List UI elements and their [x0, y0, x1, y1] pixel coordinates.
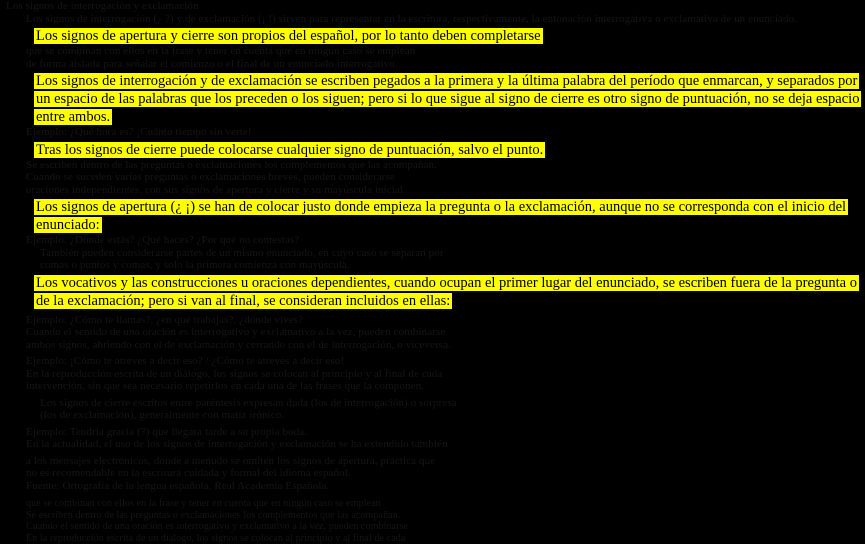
dim-line-25: Cuando el sentido de una oración es interrogativo y exclamativo a la vez, pueden combinarse	[0, 521, 865, 533]
dim-line-6: oraciones independientes, con sus signos de apertura y cierre y su mayúscula inicial.	[0, 184, 865, 197]
dim-line-7: Ejemplo: ¿Dónde estás? ¿Qué haces? ¿Por qué no contestas?	[0, 234, 865, 247]
dim-line-5: Cuando se suceden varias preguntas o exclamaciones breves, pueden considerarse	[0, 171, 865, 184]
highlighted-paragraph-5	[0, 274, 865, 310]
dim-line-4: Se escriben dentro de las preguntas o exclamaciones los complementos que las acompañan.	[0, 159, 865, 172]
dim-line-12: ambos signos, abriendo con el de exclamación y cerrando con el de interrogación, o viceversa.	[0, 339, 865, 352]
highlight-text-3: Tras los signos de cierre puede colocarse cualquier signo de puntuación, salvo el punto.	[34, 142, 545, 158]
dim-line-18: Ejemplo: Tendría gracia (?) que llegara tarde a su propia boda.	[0, 426, 865, 439]
dim-line-23: que se combinan con ellos en la frase y tener en cuenta que en ningún caso se emplean	[0, 498, 865, 510]
dim-line-1: que se combinan con ellos en la frase y tener en cuenta que en ningún caso se emplean	[0, 45, 865, 58]
dim-line-22: Fuente: Ortografía de la lengua española, Real Academia Española.	[0, 480, 865, 493]
highlight-text-1: Los signos de apertura y cierre son propios del español, por lo tanto deben completarse	[34, 28, 543, 44]
dim-line-14: En la reproducción escrita de un diálogo, los signos se colocan al principio y al final de cada	[0, 368, 865, 381]
highlight-text-5: Los vocativos y las construcciones u oraciones dependientes, cuando ocupan el primer lugar del enunciado, se escriben fuera de la pregunta o de la exclamación; pero si van al final, se consideran incluidos en ellas:	[34, 275, 859, 309]
dim-line-26: En la reproducción escrita de un diálogo, los signos se colocan al principio y al final de cada	[0, 533, 865, 544]
dim-line-8: También pueden considerarse partes de un mismo enunciado, en cuyo caso se separan por	[0, 247, 865, 260]
highlighted-paragraph-1	[0, 27, 865, 45]
dim-line-9: comas o puntos y comas, y solo la primera comienza con mayúscula.	[0, 259, 865, 272]
highlight-text-2: Los signos de interrogación y de exclamación se escriben pegados a la primera y la última palabra del período que enmarcan, y separados por un espacio de las palabras que los preceden o los siguen; pero si lo que sigue al signo de cierre es otro signo de puntuación, no se deja espacio entre ambos.	[34, 73, 861, 125]
dim-line-15: intervención, sin que sea necesario repetirlos en cada una de las frases que la componen.	[0, 380, 865, 393]
dim-line-21: no es recomendable en la escritura cuidada y formal del idioma español.	[0, 467, 865, 480]
document-title-line: Los signos de interrogación y exclamación	[0, 0, 865, 13]
dim-line-2: de forma aislada para señalar el comienzo o el final de un enunciado interrogativo.	[0, 58, 865, 71]
highlighted-paragraph-4	[0, 198, 865, 234]
highlighted-paragraph-2	[0, 72, 865, 126]
dim-line-19: En la actualidad, el uso de los signos de interrogación y exclamación se ha extendido también	[0, 438, 865, 451]
highlighted-paragraph-3	[0, 141, 865, 159]
dim-line-16: Los signos de cierre escritos entre paréntesis expresan duda (los de interrogación) o sorpresa	[0, 397, 865, 410]
dim-line-11: Cuando el sentido de una oración es interrogativo y exclamativo a la vez, pueden combinarse	[0, 326, 865, 339]
document-intro-line: Los signos de interrogación (¿ ?) y de exclamación (¡ !) sirven para representar en la escritura, respectivamente, la entonación interrogativa o exclamativa de un enunciado.	[0, 13, 865, 26]
dim-line-17: (los de exclamación), generalmente con matiz irónico.	[0, 409, 865, 422]
dim-line-10: Ejemplo: ¿Cómo te llamas?, ¿en qué trabajas?, ¿dónde vives?	[0, 314, 865, 327]
dim-line-13: Ejemplo: ¡Cómo te atreves a decir eso? / ¿Cómo te atreves a decir eso!	[0, 355, 865, 368]
dim-line-20: a los mensajes electrónicos, donde a menudo se omiten los signos de apertura, práctica que	[0, 455, 865, 468]
dim-line-3: Ejemplo: ¿Qué hora es? ¡Cuánto tiempo sin verte!	[0, 126, 865, 139]
dim-line-24: Se escriben dentro de las preguntas o exclamaciones los complementos que las acompañan.	[0, 510, 865, 522]
highlight-text-4: Los signos de apertura (¿ ¡) se han de colocar justo donde empieza la pregunta o la exclamación, aunque no se corresponda con el inicio del enunciado:	[34, 199, 848, 233]
